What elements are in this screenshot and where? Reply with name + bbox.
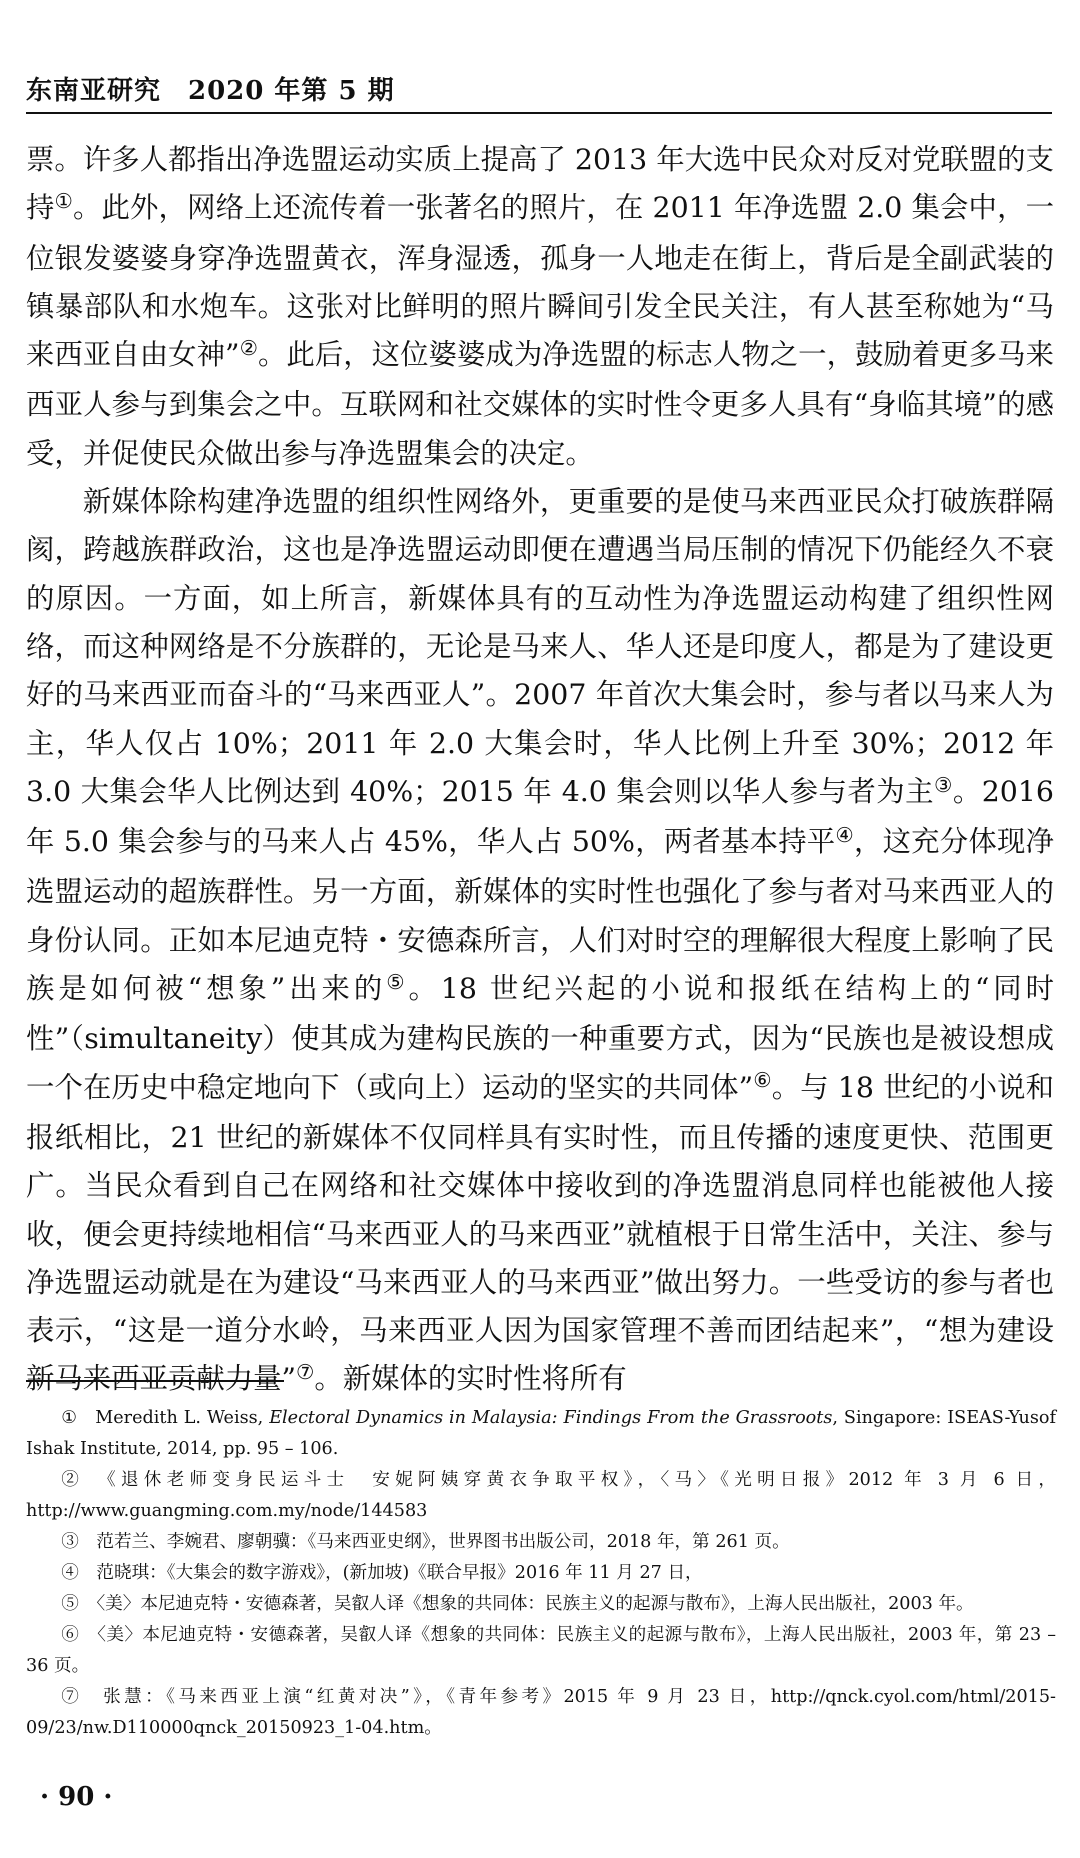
text-run: ① Meredith L. Weiss,: [61, 1408, 270, 1428]
text-run: ⑤ 〈美〉本尼迪克特・安德森著，吴叡人译《想象的共同体：民族主义的起源与散布》，上海人民出版社，2003 年。: [61, 1594, 974, 1614]
footnote: [26, 1589, 1056, 1620]
text-run: 。与 18 世纪的小说和报纸相比，21 世纪的新媒体不仅同样具有实时性，而且传播的速度更快、范围更广。当民众看到自己在网络和社交媒体中接收到的净选盟消息同样也能被他人接收，便会更持续地相信“马来西亚人的马来西亚”就植根于日常生活中，关注、参与净选盟运动就是在为建设“马来西亚人的马来西亚”做出努力。一些受访的参与者也表示，“这是一道分水岭，马来西亚人因为国家管理不善而团结起来”，“想为建设新马来西亚贡献力量”: [26, 1070, 1055, 1396]
footnote: [26, 1527, 1056, 1558]
footnote: [26, 1465, 1056, 1527]
text-run: ，这充分体现净选盟运动的超族群性。另一方面，新媒体的实时性也强化了参与者对马来西亚人的身份认同。正如本尼迪克特・安德森所言，人们对时空的理解很大程度上影响了民族是如何被“想象”出来的: [26, 825, 1054, 1006]
body-text: [26, 136, 1054, 1406]
page-number: · 90 ·: [40, 1782, 113, 1812]
footnote-ref: ②: [239, 336, 258, 360]
text-run: ⑦ 张慧：《马来西亚上演“红黄对决”》，《青年参考》2015 年 9 月 23 日，http://qnck.cyol.com/html/2015-09/23/nw.D110000qnck_20150923_1-04.htm。: [26, 1687, 1056, 1738]
footnote: [26, 1620, 1056, 1682]
footnote-ref: ①: [54, 189, 73, 214]
footnotes: [26, 1403, 1056, 1744]
text-run: 。18 世纪兴起的小说和报纸在结构上的“同时性”（simultaneity）使其成为建构民族的一种重要方式，因为“民族也是被设想成一个在历史中稳定地向下（或向上）运动的坚实的共同体”: [26, 972, 1054, 1104]
text-run: ⑥ 〈美〉本尼迪克特・安德森著，吴叡人译《想象的共同体：民族主义的起源与散布》，上海人民出版社，2003 年，第 23 – 36 页。: [26, 1625, 1056, 1676]
journal-title: 东南亚研究 2020 年第 5 期: [26, 76, 395, 106]
text-run: 。此后，这位婆婆成为净选盟的标志人物之一，鼓励着更多马来西亚人参与到集会之中。互联网和社交媒体的实时性令更多人具有“身临其境”的感受，并促使民众做出参与净选盟集会的决定。: [26, 338, 1054, 470]
italic-title: Electoral Dynamics in Malaysia: Findings From the Grassroots: [269, 1408, 833, 1428]
text-run: ③ 范若兰、李婉君、廖朝骥：《马来西亚史纲》，世界图书出版公司，2018 年，第 261 页。: [61, 1532, 790, 1552]
footnote-ref: ⑤: [386, 969, 409, 994]
footnote-separator: [26, 1380, 284, 1382]
text-run: ② 《退休老师变身民运斗士 安妮阿姨穿黄衣争取平权》，〈马〉《光明日报》2012 年 3 月 6 日，http://www.guangming.com.my/node/144583: [26, 1470, 1056, 1521]
footnote: [26, 1558, 1056, 1589]
footnote-ref: ④: [835, 822, 854, 847]
text-run: 。新媒体的实时性将所有: [314, 1362, 627, 1396]
text-run: , Singapore: ISEAS-Yusof Ishak Institute, 2014, pp. 95 – 106.: [26, 1408, 1057, 1459]
footnote: [26, 1682, 1056, 1744]
running-header: [26, 66, 1052, 114]
paragraph: [26, 478, 1054, 1406]
footnote-ref: ⑥: [753, 1068, 772, 1093]
text-run: 票。许多人都指出净选盟运动实质上提高了 2013 年大选中民众对反对党联盟的支持: [26, 143, 1054, 225]
footnote: [26, 1403, 1056, 1465]
footnote-ref: ⑦: [296, 1360, 315, 1385]
paragraph: [26, 136, 1054, 478]
text-run: 。此外，网络上还流传着一张著名的照片，在 2011 年净选盟 2.0 集会中，一位银发婆婆身穿净选盟黄衣，浑身湿透，孤身一人地走在街上，背后是全副武装的镇暴部队和水炮车。这张对比鲜明的照片瞬间引发全民关注，有人甚至称她为“马来西亚自由女神”: [26, 191, 1054, 372]
footnote-ref: ③: [934, 772, 953, 797]
text-run: ④ 范晓琪：《大集会的数字游戏》，(新加坡)《联合早报》2016 年 11 月 27 日，: [61, 1563, 703, 1583]
text-run: 。2016 年 5.0 集会参与的马来人占 45%，华人占 50%，两者基本持平: [26, 774, 1054, 859]
text-run: 新媒体除构建净选盟的组织性网络外，更重要的是使马来西亚民众打破族群隔阂，跨越族群政治，这也是净选盟运动即便在遭遇当局压制的情况下仍能经久不衰的原因。一方面，如上所言，新媒体具有的互动性为净选盟运动构建了组织性网络，而这种网络是不分族群的，无论是马来人、华人还是印度人，都是为了建设更好的马来西亚而奋斗的“马来西亚人”。2007 年首次大集会时，参与者以马来人为主，华人仅占 10%；2011 年 2.0 大集会时，华人比例上升至 30%；2012 年 3.0 大集会华人比例达到 40%；2015 年 4.0 集会则以华人参与者为主: [26, 485, 1054, 808]
